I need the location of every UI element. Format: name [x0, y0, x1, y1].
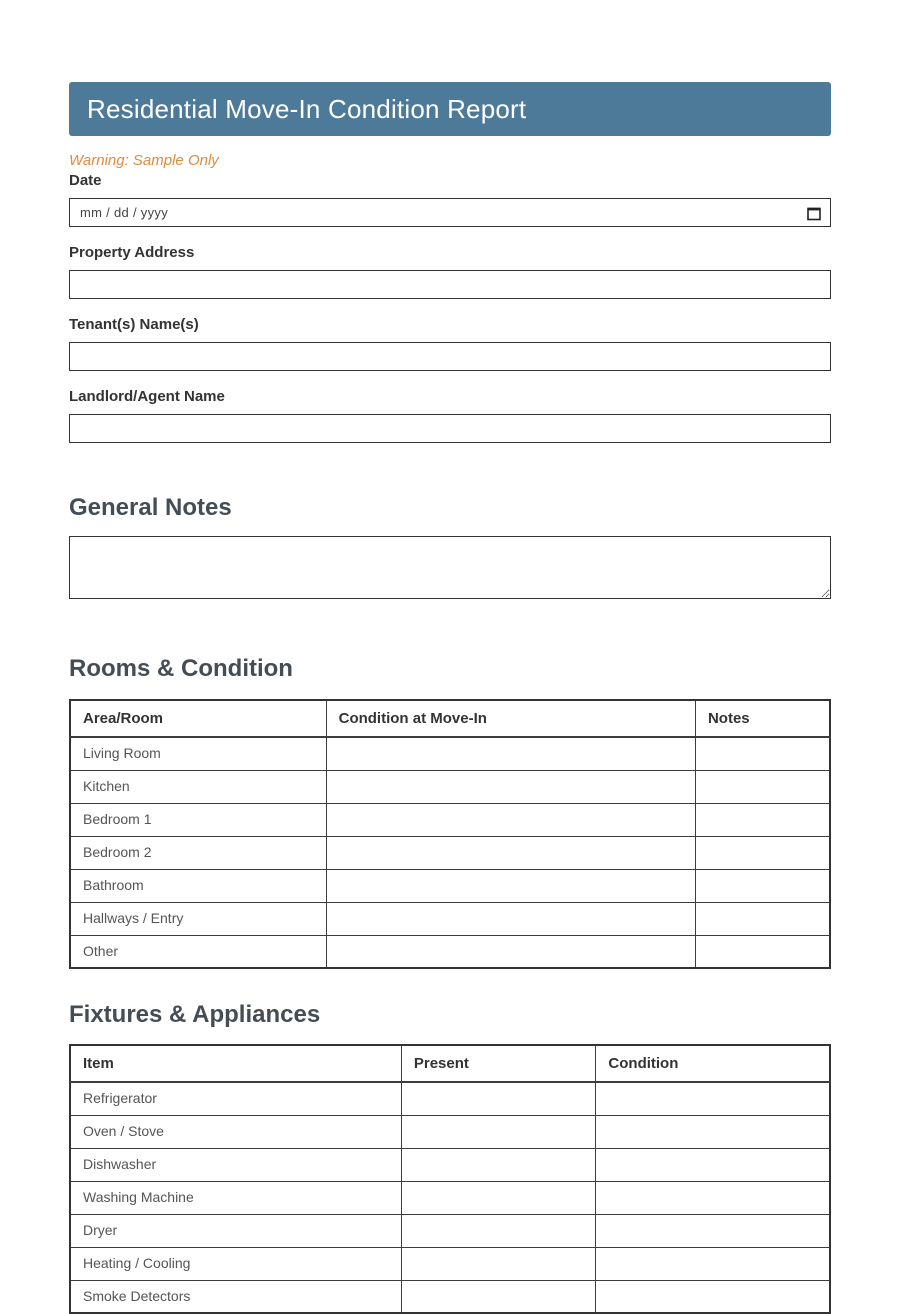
empty-cell	[695, 770, 830, 803]
empty-cell	[596, 1247, 830, 1280]
fixtures-table-header-row	[70, 1045, 830, 1082]
table-row	[70, 869, 830, 902]
empty-cell	[596, 1148, 830, 1181]
row-label-cell: Oven / Stove	[70, 1115, 401, 1148]
tenant-names-label: Tenant(s) Name(s)	[69, 316, 199, 333]
empty-cell	[326, 836, 695, 869]
empty-cell	[596, 1082, 830, 1115]
empty-cell	[401, 1115, 596, 1148]
empty-cell	[695, 803, 830, 836]
table-row	[70, 1181, 830, 1214]
column-header-condition: Condition at Move-In	[326, 700, 695, 737]
tenant-names-input[interactable]	[69, 342, 831, 371]
column-header-notes: Notes	[695, 700, 830, 737]
table-row	[70, 737, 830, 770]
landlord-name-input[interactable]	[69, 414, 831, 443]
field-tenant-names	[69, 316, 831, 371]
section-heading-general-notes: General Notes	[69, 494, 232, 521]
column-header-present: Present	[401, 1045, 596, 1082]
empty-cell	[695, 869, 830, 902]
table-row	[70, 1115, 830, 1148]
empty-cell	[401, 1082, 596, 1115]
empty-cell	[326, 803, 695, 836]
table-row	[70, 1214, 830, 1247]
table-row	[70, 836, 830, 869]
empty-cell	[695, 902, 830, 935]
row-label-cell: Heating / Cooling	[70, 1247, 401, 1280]
landlord-name-label: Landlord/Agent Name	[69, 388, 225, 405]
empty-cell	[401, 1247, 596, 1280]
empty-cell	[401, 1181, 596, 1214]
table-row	[70, 770, 830, 803]
row-label-cell: Smoke Detectors	[70, 1280, 401, 1313]
date-placeholder: mm / dd / yyyy	[80, 205, 168, 220]
table-row	[70, 1247, 830, 1280]
table-row	[70, 902, 830, 935]
empty-cell	[401, 1214, 596, 1247]
rooms-table-header-row	[70, 700, 830, 737]
property-address-label: Property Address	[69, 244, 195, 261]
row-label-cell: Dishwasher	[70, 1148, 401, 1181]
page-title: Residential Move-In Condition Report	[87, 93, 527, 124]
empty-cell	[326, 902, 695, 935]
rooms-table	[69, 699, 831, 969]
warning-text: Warning: Sample Only	[69, 152, 219, 169]
row-label-cell: Bathroom	[70, 869, 326, 902]
empty-cell	[596, 1280, 830, 1313]
general-notes-textarea[interactable]	[69, 536, 831, 599]
field-property-address	[69, 244, 831, 299]
column-header-fixture-condition: Condition	[596, 1045, 830, 1082]
empty-cell	[695, 836, 830, 869]
section-heading-rooms: Rooms & Condition	[69, 655, 293, 682]
row-label-cell: Bedroom 1	[70, 803, 326, 836]
table-row	[70, 1148, 830, 1181]
date-label: Date	[69, 172, 102, 189]
empty-cell	[326, 737, 695, 770]
row-label-cell: Hallways / Entry	[70, 902, 326, 935]
field-date	[69, 172, 831, 227]
table-row	[70, 935, 830, 968]
row-label-cell: Living Room	[70, 737, 326, 770]
date-input[interactable]	[69, 198, 831, 227]
empty-cell	[596, 1181, 830, 1214]
calendar-icon[interactable]	[806, 205, 822, 221]
field-landlord-name	[69, 388, 831, 443]
row-label-cell: Dryer	[70, 1214, 401, 1247]
empty-cell	[326, 770, 695, 803]
empty-cell	[401, 1280, 596, 1313]
empty-cell	[695, 935, 830, 968]
empty-cell	[326, 935, 695, 968]
empty-cell	[596, 1115, 830, 1148]
empty-cell	[401, 1148, 596, 1181]
empty-cell	[695, 737, 830, 770]
table-row	[70, 1280, 830, 1313]
row-label-cell: Refrigerator	[70, 1082, 401, 1115]
row-label-cell: Other	[70, 935, 326, 968]
column-header-item: Item	[70, 1045, 401, 1082]
empty-cell	[326, 869, 695, 902]
fixtures-table	[69, 1044, 831, 1314]
column-header-area-room: Area/Room	[70, 700, 326, 737]
section-heading-fixtures: Fixtures & Appliances	[69, 1001, 321, 1028]
table-row	[70, 1082, 830, 1115]
empty-cell	[596, 1214, 830, 1247]
title-bar	[69, 82, 831, 136]
row-label-cell: Bedroom 2	[70, 836, 326, 869]
row-label-cell: Kitchen	[70, 770, 326, 803]
table-row	[70, 803, 830, 836]
row-label-cell: Washing Machine	[70, 1181, 401, 1214]
property-address-input[interactable]	[69, 270, 831, 299]
form-container	[69, 0, 831, 1314]
